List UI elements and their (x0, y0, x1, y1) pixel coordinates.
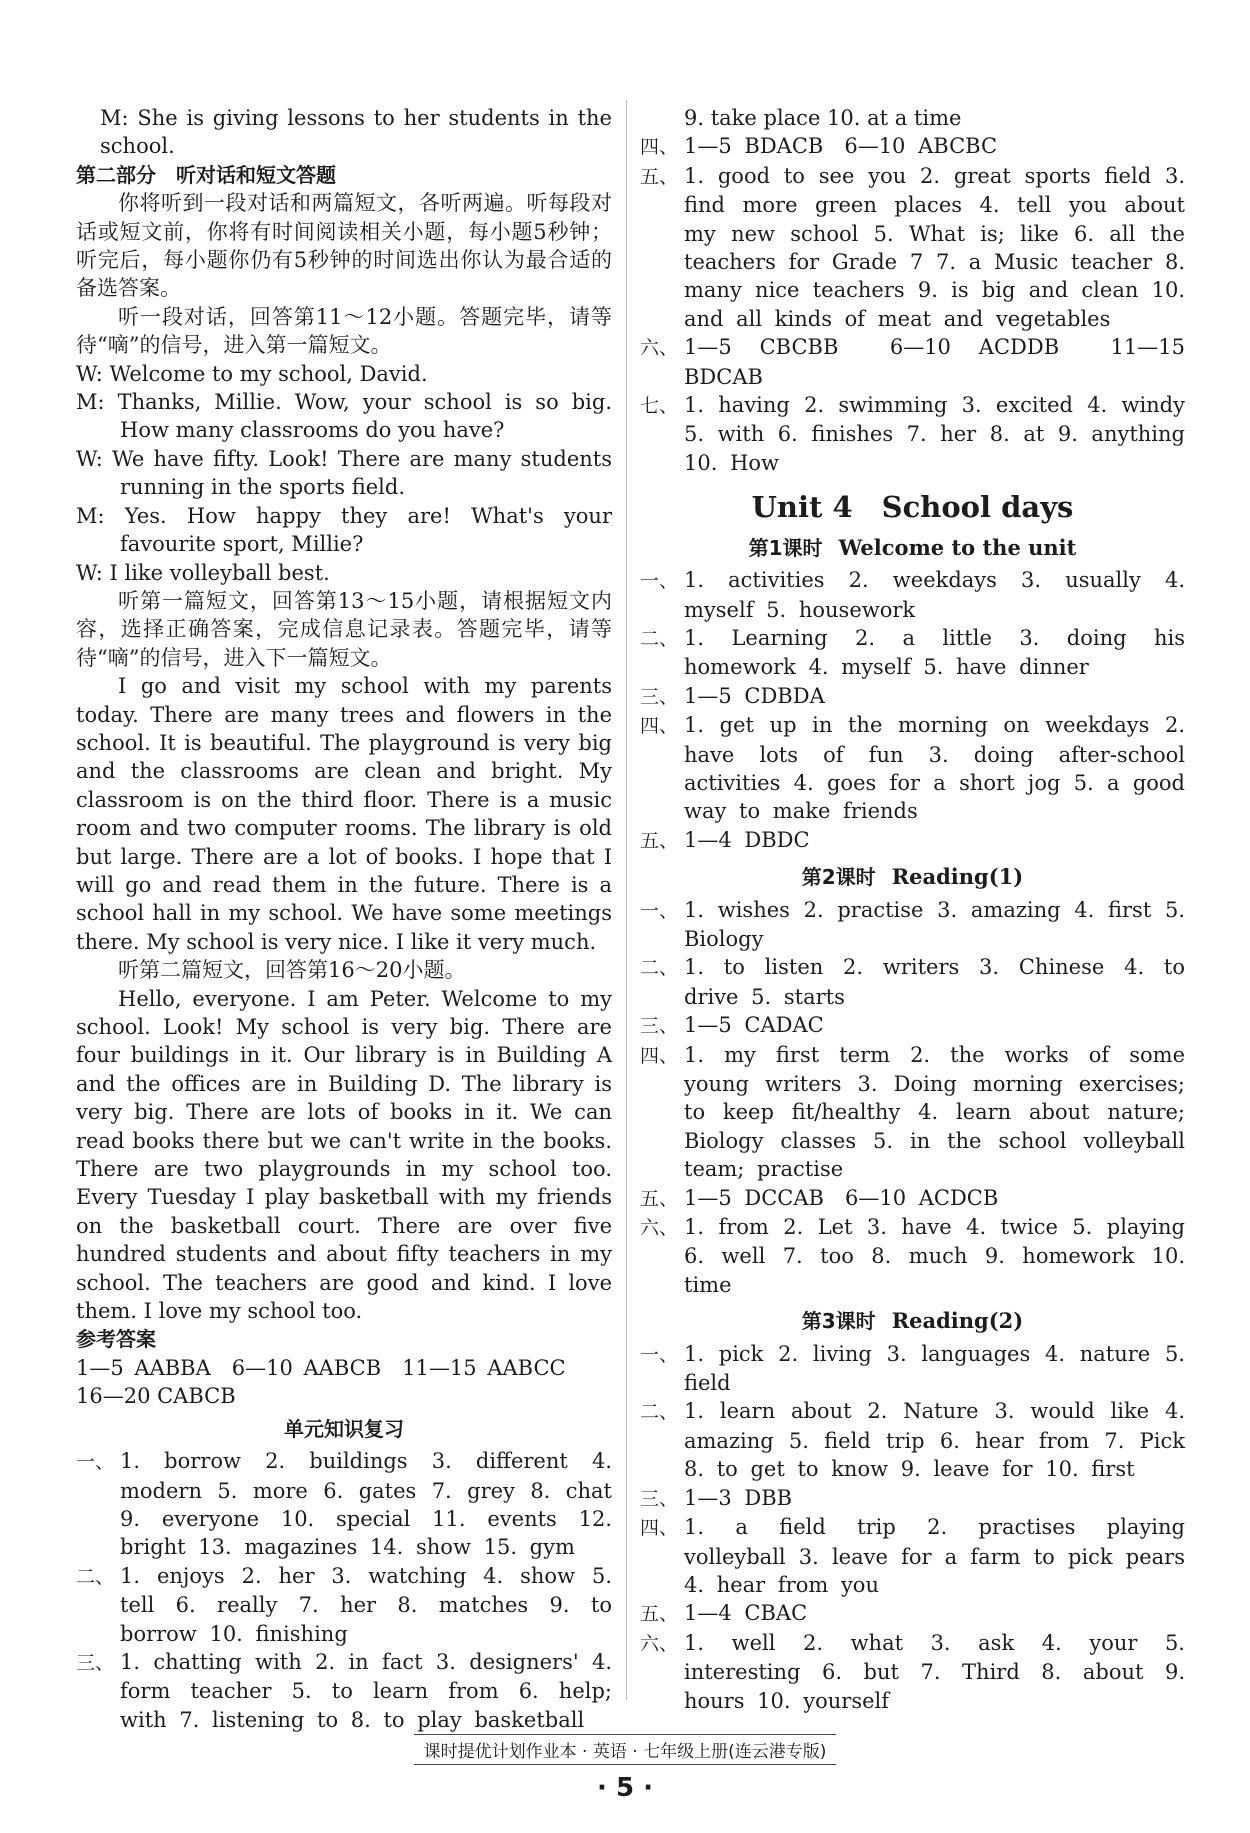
answer-row: 五、 1—5 DCCAB 6—10 ACDCB (640, 1185, 999, 1210)
answer-row: 二、 1. to listen 2. writers 3. Chinese 4. to drive 5. starts (640, 955, 1185, 1009)
speaker-line: M: She is giving lessons to her students in the school. (100, 106, 612, 159)
answer-row: 一、 1. activities 2. weekdays 3. usually 4. myself 5. housework (640, 568, 1185, 622)
passage1-text: I go and visit my school with my parents today. There are many trees and flowers in the school. It is beautiful. The playground is very big and the classrooms are clean and bright. My classroom is on the third floor. There is a music room and two computer rooms. The library is old but large. There are a lot of books. I hope that I will go and read them in the future. There is a school hall in my school. We have some meetings there. My school is very nice. I like it very much. (76, 674, 612, 954)
answer-row: 五、 1—4 CBAC (640, 1601, 808, 1626)
answer-row: 七、 1. having 2. swimming 3. excited 4. windy 5. with 6. finishes 7. her 8. at 9. anything 10. How (640, 393, 1185, 475)
review-answer: 一、 1. borrow 2. buildings 3. different 4. modern 5. more 6. gates 7. grey 8. chat 9. everyone 10. special 11. events 12. bright 13. magazines 14. show 15. gym (76, 1449, 612, 1560)
answer-row: 四、 1. a field trip 2. practises playing volleyball 3. leave for a farm to pick pears 4. hear from you (640, 1515, 1185, 1597)
answer-row: 一、 1. pick 2. living 3. languages 4. nature 5. field (640, 1341, 1185, 1396)
answer-row: 三、 1—5 CDBDA (640, 683, 825, 708)
reference-answers-line: 16—20 CABCB (76, 1384, 236, 1409)
answer-row: 五、 1—4 DBDC (640, 827, 810, 852)
dialog-line: W: I like volleyball best. (76, 560, 330, 585)
answer-row: 一、 1. wishes 2. practise 3. amazing 4. first 5. Biology (640, 897, 1185, 951)
dialog-line: W: Welcome to my school, David. (76, 361, 428, 386)
reference-answers-title: 参考答案 (76, 1327, 156, 1352)
answer-row: 六、 1. from 2. Let 3. have 4. twice 5. playing 6. well 7. too 8. much 9. homework 10. time (640, 1215, 1185, 1297)
dialog-line: M: Thanks, Millie. Wow, your school is so big. How many classrooms do you have? (76, 390, 612, 443)
lesson-heading: 第2课时 Reading(1) (801, 864, 1024, 890)
right-column (640, 104, 1185, 1715)
passage2-instructions: 听第二篇短文，回答第16～20小题。 (118, 958, 466, 983)
page-footer (0, 1734, 1250, 1803)
dialog-line: W: We have fifty. Look! There are many students running in the sports field. (76, 446, 612, 500)
answer-row: 三、 1—3 DBB (640, 1485, 793, 1510)
answer-row: 六、 1—5 CBCBB 6—10 ACDDB 11—15 BDCAB (640, 335, 1185, 389)
answer-row: 五、 1. good to see you 2. great sports field 3. find more green places 4. tell you about my new school 5. What is; like 6. all the teachers for Grade 7 7. a Music teacher 8. many nice teachers 9. is big and clean 10. and all kinds of meat and vegetables (640, 163, 1185, 331)
dialog-line: M: Yes. How happy they are! What's your favourite sport, Millie? (76, 503, 612, 557)
column-divider (626, 100, 627, 1700)
review-answer: 二、 1. enjoys 2. her 3. watching 4. show 5. tell 6. really 7. her 8. matches 9. to borrow 10. finishing (76, 1563, 612, 1646)
part2-title: 第二部分 听对话和短文答题 (76, 162, 336, 187)
passage1-instructions: 听第一篇短文，回答第13～15小题，请根据短文内容，选择正确答案，完成信息记录表。答题完毕，请等待“嘀”的信号，进入下一篇短文。 (76, 588, 612, 670)
continued-answer: 9. take place 10. at a time (684, 106, 962, 130)
page-number: · 5 · (597, 1773, 653, 1803)
left-column (76, 104, 612, 1734)
review-answer: 三、 1. chatting with 2. in fact 3. designers' 4. form teacher 5. to learn from 6. help; with 7. listening to 8. to play basketball (76, 1649, 612, 1732)
book-title: 课时提优计划作业本 · 英语 · 七年级上册(连云港专版) (414, 1734, 837, 1765)
part2-instructions: 你将听到一段对话和两篇短文，各听两遍。听每段对话或短文前，你将有时间阅读相关小题，每小题5秒钟；听完后，每小题你仍有5秒钟的时间选出你认为最合适的备选答案。 (76, 191, 612, 301)
answer-row: 四、 1. my first term 2. the works of some young writers 3. Doing morning exercises; to keep fit/healthy 4. learn about nature; Biology classes 5. in the school volleyball team; practise (640, 1042, 1185, 1182)
unit-review-title: 单元知识复习 (284, 1416, 404, 1441)
lesson-heading: 第1课时 Welcome to the unit (748, 534, 1077, 560)
answer-row: 四、 1. get up in the morning on weekdays 2. have lots of fun 3. doing after-school activities 4. goes for a short jog 5. a good way to make friends (640, 713, 1185, 824)
dialog-instructions: 听一段对话，回答第11～12小题。答题完毕，请等待“嘀”的信号，进入第一篇短文。 (76, 304, 612, 358)
answer-row: 六、 1. well 2. what 3. ask 4. your 5. interesting 6. but 7. Third 8. about 9. hours 10. yourself (640, 1630, 1185, 1713)
answer-row: 二、 1. learn about 2. Nature 3. would like 4. amazing 5. field trip 6. hear from 7. Pick 8. to get to know 9. leave for 10. first (640, 1399, 1185, 1482)
reference-answers-line: 1—5 AABBA 6—10 AABCB 11—15 AABCC (76, 1355, 566, 1380)
answer-row: 三、 1—5 CADAC (640, 1013, 824, 1038)
passage2-text: Hello, everyone. I am Peter. Welcome to my school. Look! My school is very big. There are four buildings in it. Our library is in Building A and the offices are in Building D. The library is very big. There are lots of books in it. We can read books there but we can't write in the books. There are two playgrounds in my school too. Every Tuesday I play basketball with my friends on the basketball court. There are over five hundred students and about fifty teachers in my school. The teachers are good and kind. I love them. I love my school too. (76, 986, 612, 1324)
unit-title: Unit 4 School days (751, 490, 1074, 525)
lesson-heading: 第3课时 Reading(2) (801, 1308, 1024, 1334)
answer-row: 四、 1—5 BDACB 6—10 ABCBC (640, 134, 998, 159)
answer-row: 二、 1. Learning 2. a little 3. doing his homework 4. myself 5. have dinner (640, 625, 1185, 680)
